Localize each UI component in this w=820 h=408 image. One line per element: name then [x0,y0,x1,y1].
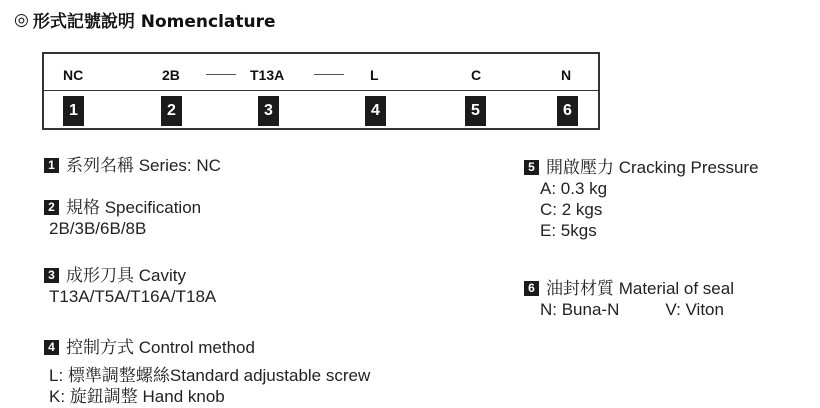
legend-option: L: 標準調整螺絲Standard adjustable screw [49,366,371,385]
number-badge: 4 [44,340,59,355]
code-number-box: 2 [161,96,182,126]
legend-value: T13A/T5A/T16A/T18A [49,287,217,306]
code-part-seal: N [561,67,572,83]
code-part-cavity: T13A [250,67,285,83]
code-number-box: 6 [557,96,578,126]
legend-item-pressure [524,157,759,241]
legend-label: 成形刀具 Cavity [66,266,186,285]
number-badge: 1 [44,158,59,173]
number-badge: 5 [524,160,539,175]
code-part-pressure: C [471,67,482,83]
page-title [14,7,276,32]
legend-option: K: 旋鈕調整 Hand knob [49,387,225,406]
code-part-control: L [370,67,379,83]
legend-value: 2B/3B/6B/8B [49,219,147,238]
code-dash [206,74,236,75]
code-dash [314,74,344,75]
legend-option: V: Viton [665,300,724,319]
legend-option: E: 5kgs [540,221,597,240]
number-badge: 3 [44,268,59,283]
legend-label: 開啟壓力 Cracking Pressure [546,158,759,177]
code-number-box: 4 [365,96,386,126]
nomenclature-code-box [42,52,600,130]
code-part-series: NC [63,67,84,83]
number-badge: 2 [44,200,59,215]
legend-item-seal [524,278,734,320]
legend-item-specification [44,197,201,239]
seal-options [524,299,734,320]
legend-label: 控制方式 Control method [66,338,255,357]
legend-option: C: 2 kgs [540,200,603,219]
code-number-box: 1 [63,96,84,126]
legend-item-control [44,337,370,407]
legend-item-series [44,155,221,176]
legend-label: 油封材質 Material of seal [546,279,734,298]
legend-option: N: Buna-N [540,300,620,319]
legend-option: A: 0.3 kg [540,179,608,198]
title-text: 形式記號說明 Nomenclature [32,12,276,32]
legend-label: 規格 Specification [66,198,202,217]
code-number-box: 5 [465,96,486,126]
number-badge: 6 [524,281,539,296]
code-box-divider [44,90,598,91]
legend-label: 系列名稱 Series: NC [66,156,221,175]
legend-item-cavity [44,265,216,307]
code-number-box: 3 [258,96,279,126]
code-part-spec: 2B [162,67,180,83]
double-circle-icon: ◎ [14,9,29,30]
